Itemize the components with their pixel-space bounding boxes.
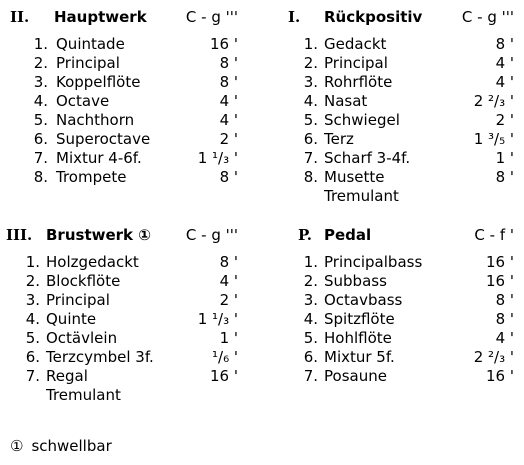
division-compass: C - g '''	[461, 8, 514, 26]
stop-number: 3.	[303, 291, 318, 309]
stop-number: 4.	[303, 310, 318, 328]
stop-row	[298, 310, 514, 329]
stop-number: 7.	[33, 149, 48, 167]
stop-row	[298, 367, 514, 386]
stop-pitch: 16 '	[486, 272, 514, 290]
division-pedal	[298, 224, 514, 386]
division-numeral: II.	[10, 8, 30, 26]
stop-row	[10, 149, 238, 168]
stop-number: 2.	[303, 54, 318, 72]
stop-pitch: 8 '	[495, 310, 514, 328]
stop-name: Terz	[324, 130, 354, 148]
stop-pitch: 1 ³/₅ '	[473, 130, 514, 148]
stop-row	[288, 149, 514, 168]
stop-row	[6, 253, 238, 272]
division-compass: C - f '	[474, 226, 514, 244]
stop-row	[288, 130, 514, 149]
stop-number: 5.	[303, 111, 318, 129]
stop-number: 1.	[25, 253, 40, 271]
stop-number: 6.	[303, 348, 318, 366]
stop-row	[288, 73, 514, 92]
stop-pitch: 4 '	[219, 92, 238, 110]
stop-name: Subbass	[324, 272, 387, 290]
stop-row	[10, 54, 238, 73]
division-rueckpositiv	[288, 6, 514, 206]
stop-number: 5.	[25, 329, 40, 347]
division-title: Brustwerk ①	[46, 226, 151, 244]
stop-row	[298, 348, 514, 367]
division-numeral: III.	[6, 226, 33, 244]
stop-number: 7.	[303, 149, 318, 167]
stop-pitch: 1 ¹/₃ '	[197, 310, 238, 328]
stop-row	[10, 73, 238, 92]
stop-row	[298, 253, 514, 272]
division-compass: C - g '''	[185, 8, 238, 26]
stop-number: 6.	[33, 130, 48, 148]
stop-number: 7.	[303, 367, 318, 385]
stop-name: Regal	[46, 367, 88, 385]
tremulant-label: Tremulant	[324, 187, 399, 205]
stop-row	[288, 92, 514, 111]
stop-name: Octave	[56, 92, 110, 110]
division-title: Rückpositiv	[324, 8, 423, 26]
division-numeral: P.	[298, 226, 313, 244]
stop-row	[6, 348, 238, 367]
stop-row	[288, 168, 514, 187]
stop-row	[298, 291, 514, 310]
stop-pitch: 4 '	[495, 329, 514, 347]
stop-number: 2.	[303, 272, 318, 290]
stop-pitch: 8 '	[219, 253, 238, 271]
stop-pitch: 8 '	[495, 291, 514, 309]
stop-row	[288, 54, 514, 73]
division-hauptwerk	[10, 6, 238, 187]
stop-pitch: 4 '	[219, 272, 238, 290]
stop-name: Principal	[324, 54, 388, 72]
stop-row	[10, 92, 238, 111]
stop-name: Principal	[46, 291, 110, 309]
stop-name: Rohrflöte	[324, 73, 393, 91]
stop-number: 1.	[33, 35, 48, 53]
stop-row	[298, 329, 514, 348]
stop-name: Terzcymbel 3f.	[46, 348, 154, 366]
stop-row	[298, 272, 514, 291]
stop-number: 2.	[33, 54, 48, 72]
stop-pitch: ¹/₆ '	[212, 348, 238, 366]
division-header	[10, 6, 238, 28]
stop-number: 6.	[25, 348, 40, 366]
stop-row	[6, 272, 238, 291]
stop-list	[298, 253, 514, 386]
stop-number: 4.	[33, 92, 48, 110]
stop-row	[6, 291, 238, 310]
stop-name: Spitzflöte	[324, 310, 395, 328]
footnote	[10, 437, 112, 456]
stop-row	[10, 168, 238, 187]
stop-row	[288, 35, 514, 54]
stop-pitch: 4 '	[219, 111, 238, 129]
stop-name: Superoctave	[56, 130, 151, 148]
stop-row	[288, 111, 514, 130]
stop-name: Gedackt	[324, 35, 387, 53]
stop-name: Posaune	[324, 367, 387, 385]
stop-pitch: 8 '	[219, 168, 238, 186]
division-compass: C - g '''	[185, 226, 238, 244]
stop-pitch: 8 '	[219, 54, 238, 72]
stop-row	[10, 111, 238, 130]
stop-name: Mixtur 5f.	[324, 348, 395, 366]
stop-number: 8.	[33, 168, 48, 186]
division-title: Hauptwerk	[54, 8, 147, 26]
stop-list	[288, 35, 514, 206]
stop-pitch: 16 '	[210, 35, 238, 53]
stop-number: 3.	[25, 291, 40, 309]
stop-name: Holzgedackt	[46, 253, 139, 271]
stop-pitch: 16 '	[486, 253, 514, 271]
tremulant-label: Tremulant	[46, 386, 121, 404]
stop-pitch: 1 '	[219, 329, 238, 347]
stop-row	[6, 310, 238, 329]
stop-name: Quintade	[56, 35, 125, 53]
stop-name: Octavbass	[324, 291, 403, 309]
stop-pitch: 2 ²/₃ '	[473, 92, 514, 110]
stop-number: 3.	[33, 73, 48, 91]
footnote-text: schwellbar	[31, 437, 112, 455]
division-header	[288, 6, 514, 28]
stop-number: 2.	[25, 272, 40, 290]
stop-list	[6, 253, 238, 405]
stop-name: Schwiegel	[324, 111, 400, 129]
stop-number: 4.	[25, 310, 40, 328]
stop-name: Koppelflöte	[56, 73, 141, 91]
stop-pitch: 2 '	[495, 111, 514, 129]
stop-pitch: 4 '	[495, 73, 514, 91]
division-numeral: I.	[288, 8, 301, 26]
stop-name: Musette	[324, 168, 385, 186]
stop-name: Principal	[56, 54, 120, 72]
stop-number: 5.	[303, 329, 318, 347]
stop-number: 4.	[303, 92, 318, 110]
stop-pitch: 8 '	[219, 73, 238, 91]
stop-row	[6, 367, 238, 386]
stop-pitch: 16 '	[486, 367, 514, 385]
stop-list	[10, 35, 238, 187]
stop-name: Mixtur 4-6f.	[56, 149, 142, 167]
stop-number: 5.	[33, 111, 48, 129]
division-brustwerk	[6, 224, 238, 405]
stop-pitch: 1 '	[495, 149, 514, 167]
stop-name: Scharf 3-4f.	[324, 149, 411, 167]
stop-name: Hohlflöte	[324, 329, 392, 347]
stop-name: Principalbass	[324, 253, 423, 271]
division-title: Pedal	[324, 226, 372, 244]
stop-row	[6, 329, 238, 348]
stop-number: 8.	[303, 168, 318, 186]
stop-number: 7.	[25, 367, 40, 385]
division-header	[298, 224, 514, 246]
stop-row	[10, 35, 238, 54]
stop-pitch: 2 ²/₃ '	[473, 348, 514, 366]
stop-pitch: 4 '	[495, 54, 514, 72]
stop-name: Octävlein	[46, 329, 118, 347]
footnote-marker: ①	[10, 437, 24, 455]
stop-pitch: 8 '	[495, 35, 514, 53]
stop-name: Nachthorn	[56, 111, 135, 129]
stop-pitch: 16 '	[210, 367, 238, 385]
stop-number: 3.	[303, 73, 318, 91]
stop-number: 1.	[303, 253, 318, 271]
stop-pitch: 2 '	[219, 291, 238, 309]
stop-number: 6.	[303, 130, 318, 148]
stop-name: Blockflöte	[46, 272, 121, 290]
stop-pitch: 8 '	[495, 168, 514, 186]
stop-name: Quinte	[46, 310, 97, 328]
stop-row	[10, 130, 238, 149]
stop-pitch: 2 '	[219, 130, 238, 148]
stop-number: 1.	[303, 35, 318, 53]
division-header	[6, 224, 238, 246]
stop-pitch: 1 ¹/₃ '	[197, 149, 238, 167]
stop-name: Nasat	[324, 92, 368, 110]
stop-name: Trompete	[56, 168, 127, 186]
